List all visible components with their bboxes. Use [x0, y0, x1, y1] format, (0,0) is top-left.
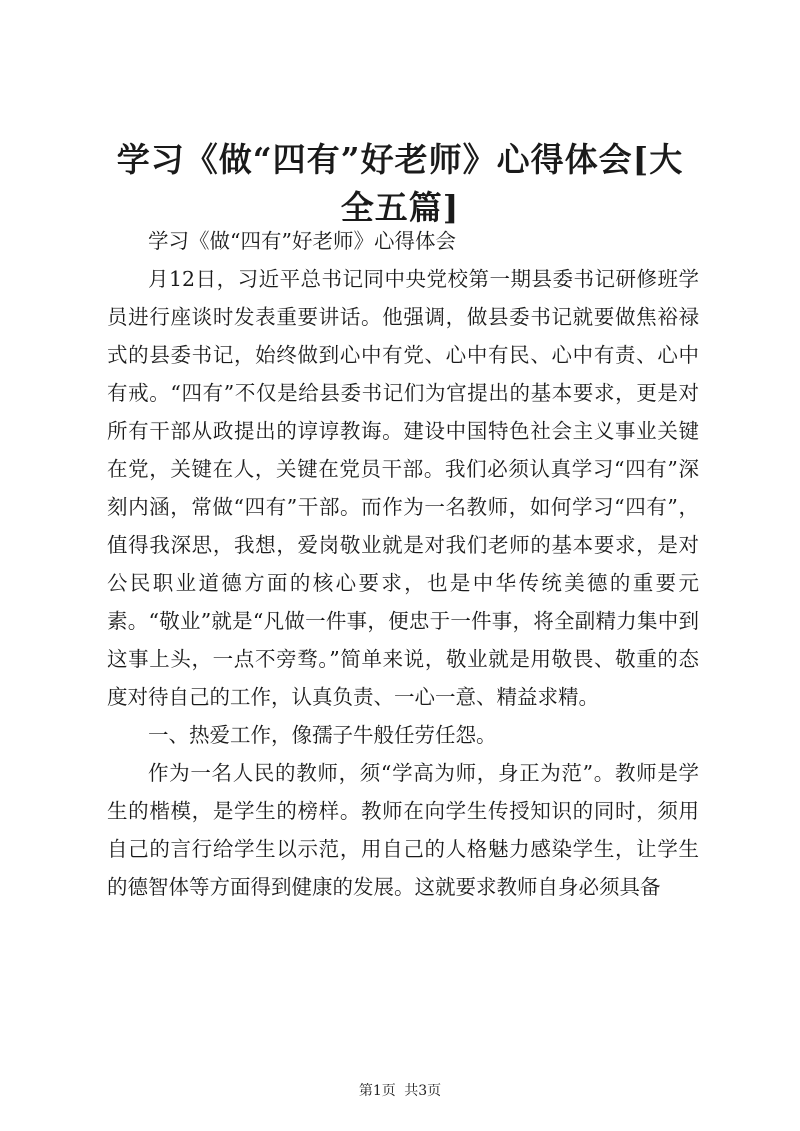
page-total: 共3页: [404, 1083, 442, 1099]
body-paragraph: 作为一名人民的教师，须“学高为师，身正为范”。教师是学生的楷模，是学生的榜样。教师在向学生传授知识的同时，须用自己的言行给学生以示范，用自己的人格魅力感染学生，让学生的德智体等方面得到健康的发展。这就要求教师自身必须具备: [107, 761, 699, 899]
document-body: [107, 222, 699, 906]
section-heading-paragraph: 一、热爱工作，像孺子牛般任劳任怨。: [148, 723, 497, 747]
document-title: 学习《做“四有”好老师》心得体会[大全五篇]: [116, 140, 684, 227]
body-paragraph: 月12日，习近平总书记同中央党校第一期县委书记研修班学员进行座谈时发表重要讲话。他强调，做县委书记就要做焦裕禄式的县委书记，始终做到心中有党、心中有民、心中有责、心中有戒。“四有”不仅是给县委书记们为官提出的基本要求，更是对所有干部从政提出的谆谆教诲。建设中国特色社会主义事业关键在党，关键在人，关键在党员干部。我们必须认真学习“四有”深刻内涵，常做“四有”干部。而作为一名教师，如何学习“四有”，值得我深思，我想，爱岗敬业就是对我们老师的基本要求，是对公民职业道德方面的核心要求，也是中华传统美德的重要元素。“敬业”就是“凡做一件事，便忠于一件事，将全副精力集中到这事上头，一点不旁骛。”简单来说，敬业就是用敬畏、敬重的态度对待自己的工作，认真负责、一心一意、精益求精。: [107, 267, 699, 709]
subtitle-paragraph: 学习《做“四有”好老师》心得体会: [148, 229, 456, 253]
page-number: 第1页: [358, 1083, 396, 1099]
page-footer: [0, 1082, 800, 1100]
